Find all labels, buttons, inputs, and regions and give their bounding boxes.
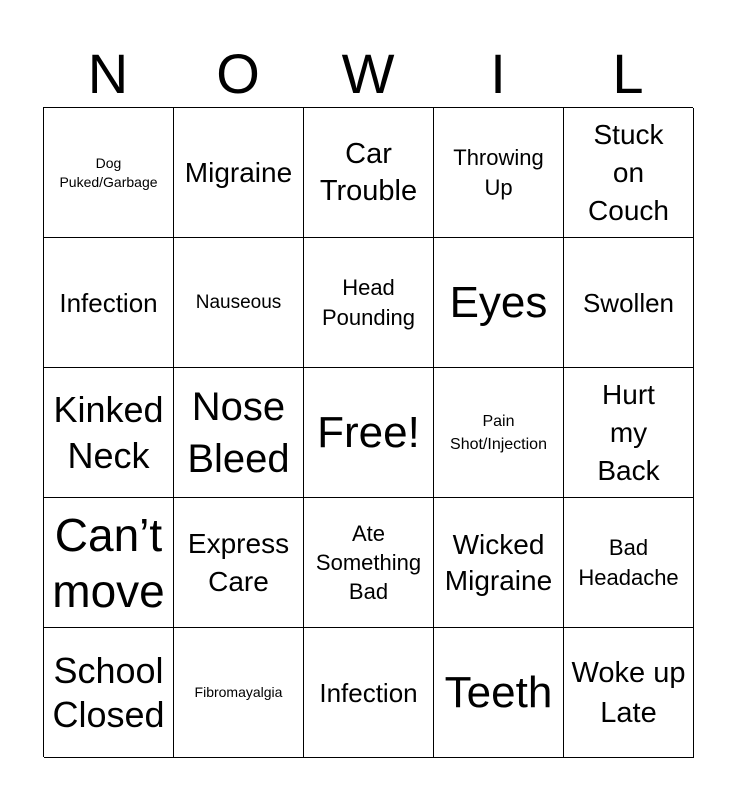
- bingo-cell[interactable]: Dog Puked/Garbage: [44, 108, 174, 238]
- bingo-cell[interactable]: Express Care: [174, 498, 304, 628]
- bingo-cell[interactable]: Car Trouble: [304, 108, 434, 238]
- bingo-cell[interactable]: Ate Something Bad: [304, 498, 434, 628]
- bingo-cell[interactable]: Infection: [44, 238, 174, 368]
- bingo-cell[interactable]: Hurt my Back: [564, 368, 694, 498]
- header-letter-w: W: [341, 42, 395, 105]
- bingo-cell[interactable]: Swollen: [564, 238, 694, 368]
- bingo-cell[interactable]: Woke up Late: [564, 628, 694, 758]
- bingo-board: [43, 107, 693, 757]
- bingo-cell[interactable]: Infection: [304, 628, 434, 758]
- header-letter-l: L: [612, 42, 644, 105]
- bingo-cell[interactable]: Throwing Up: [434, 108, 564, 238]
- bingo-cell-free[interactable]: Free!: [304, 368, 434, 498]
- bingo-cell[interactable]: Teeth: [434, 628, 564, 758]
- bingo-cell[interactable]: Pain Shot/Injection: [434, 368, 564, 498]
- bingo-cell[interactable]: Wicked Migraine: [434, 498, 564, 628]
- header-letter-i: I: [490, 42, 506, 105]
- bingo-cell[interactable]: Nauseous: [174, 238, 304, 368]
- bingo-cell[interactable]: Bad Headache: [564, 498, 694, 628]
- bingo-cell[interactable]: Can’t move: [44, 498, 174, 628]
- bingo-cell[interactable]: Stuck on Couch: [564, 108, 694, 238]
- bingo-cell[interactable]: Eyes: [434, 238, 564, 368]
- header-letter-n: N: [87, 42, 129, 105]
- bingo-header: [43, 40, 693, 108]
- bingo-cell[interactable]: Kinked Neck: [44, 368, 174, 498]
- bingo-cell[interactable]: Head Pounding: [304, 238, 434, 368]
- bingo-cell[interactable]: Fibromayalgia: [174, 628, 304, 758]
- bingo-cell[interactable]: School Closed: [44, 628, 174, 758]
- header-letter-o: O: [216, 42, 260, 105]
- bingo-cell[interactable]: Nose Bleed: [174, 368, 304, 498]
- bingo-cell[interactable]: Migraine: [174, 108, 304, 238]
